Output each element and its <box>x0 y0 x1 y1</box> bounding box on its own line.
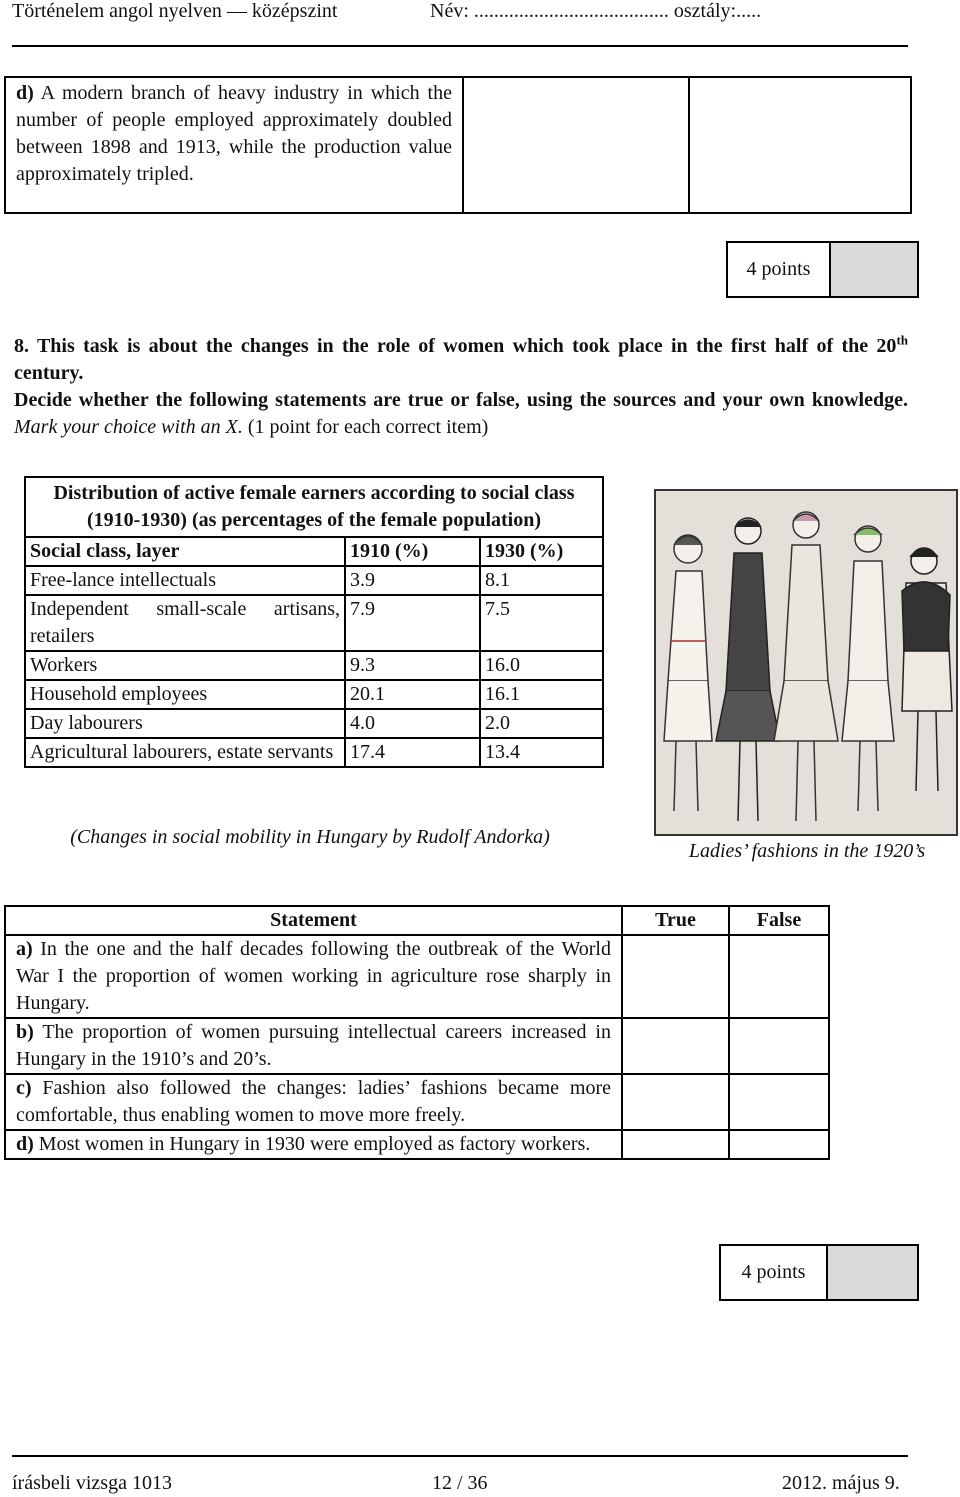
points-score-cell-1[interactable] <box>831 243 917 296</box>
true-cell[interactable] <box>622 935 729 1018</box>
statement-header: Statement <box>5 906 622 935</box>
false-cell[interactable] <box>729 1074 829 1130</box>
fashion-illustration <box>654 489 958 836</box>
points-score-cell-2[interactable] <box>828 1246 917 1299</box>
source-table-title: Distribution of active female earners according to social class (1910-1930) (as percentages of the female population) <box>25 477 603 537</box>
true-cell[interactable] <box>622 1130 729 1159</box>
task-title: 8. This task is about the changes in the role of women which took place in the first half of the 20th century. <box>14 332 908 384</box>
row-1930: 16.0 <box>480 651 603 680</box>
points-box-2 <box>719 1244 919 1301</box>
row-1930: 16.1 <box>480 680 603 709</box>
row-label: Agricultural labourers, estate servants <box>25 738 345 767</box>
row-1910: 4.0 <box>345 709 480 738</box>
table-row <box>25 738 603 767</box>
footer-left: írásbeli vizsga 1013 <box>12 1472 172 1494</box>
header-right: Név: ....................................... osztály:..... <box>430 0 762 22</box>
true-cell[interactable] <box>622 1018 729 1074</box>
top-box-letter: d) <box>16 82 34 104</box>
table-row <box>25 709 603 738</box>
source-caption: (Changes in social mobility in Hungary by Rudolf Andorka) <box>70 826 550 848</box>
table-row <box>25 680 603 709</box>
row-label: Free-lance intellectuals <box>25 566 345 595</box>
source-header-1930: 1930 (%) <box>480 537 603 566</box>
row-label: Independent small-scale artisans, retailers <box>25 595 345 651</box>
false-cell[interactable] <box>729 1018 829 1074</box>
top-box-answer-cell-2[interactable] <box>690 78 910 212</box>
row-1930: 7.5 <box>480 595 603 651</box>
source-table <box>24 476 604 768</box>
statement-row-a <box>5 935 829 1018</box>
row-1930: 8.1 <box>480 566 603 595</box>
header-left: Történelem angol nyelven — középszint <box>12 0 338 22</box>
statement-text: c) Fashion also followed the changes: ladies’ fashions became more comfortable, thus enabling women to move more freely. <box>5 1074 622 1130</box>
footer-rule <box>12 1455 908 1457</box>
true-cell[interactable] <box>622 1074 729 1130</box>
image-caption: Ladies’ fashions in the 1920’s <box>688 840 926 862</box>
points-box-1 <box>726 241 919 298</box>
source-header-class: Social class, layer <box>25 537 345 566</box>
task-instructions <box>14 326 908 441</box>
top-box-text <box>16 80 452 188</box>
fashion-figures-image <box>656 491 956 834</box>
statement-text: b) The proportion of women pursuing intellectual careers increased in Hungary in the 1910’s and 20’s. <box>5 1018 622 1074</box>
false-cell[interactable] <box>729 1130 829 1159</box>
task-decide: Decide whether the following statements are true or false, using the sources and your own knowledge. <box>14 388 908 411</box>
statement-text: d) Most women in Hungary in 1930 were employed as factory workers. <box>5 1130 622 1159</box>
statement-row-d <box>5 1130 829 1159</box>
false-header: False <box>729 906 829 935</box>
points-label-2: 4 points <box>721 1246 828 1299</box>
footer-date: 2012. május 9. <box>782 1472 900 1494</box>
footer-page-number: 12 / 36 <box>432 1472 488 1494</box>
points-label-1: 4 points <box>728 243 831 296</box>
top-answer-box <box>4 76 912 214</box>
statements-table <box>4 905 830 1160</box>
row-1910: 7.9 <box>345 595 480 651</box>
row-1910: 20.1 <box>345 680 480 709</box>
true-header: True <box>622 906 729 935</box>
row-1930: 13.4 <box>480 738 603 767</box>
statement-text: a) In the one and the half decades following the outbreak of the World War I the proportion of women working in agriculture rose sharply in Hungary. <box>5 935 622 1018</box>
table-row <box>25 566 603 595</box>
row-label: Workers <box>25 651 345 680</box>
task-mark: Mark your choice with an X. <box>14 415 243 438</box>
source-header-1910: 1910 (%) <box>345 537 480 566</box>
statement-row-c <box>5 1074 829 1130</box>
table-row <box>25 595 603 651</box>
header-rule <box>12 45 908 47</box>
row-label: Household employees <box>25 680 345 709</box>
top-box-statement: A modern branch of heavy industry in which the number of people employed approximately doubled between 1898 and 1913, while the production value approximately tripled. <box>16 82 452 185</box>
statement-row-b <box>5 1018 829 1074</box>
row-label: Day labourers <box>25 709 345 738</box>
row-1910: 9.3 <box>345 651 480 680</box>
table-row <box>25 651 603 680</box>
false-cell[interactable] <box>729 935 829 1018</box>
row-1910: 3.9 <box>345 566 480 595</box>
row-1930: 2.0 <box>480 709 603 738</box>
top-box-answer-cell[interactable] <box>464 78 688 212</box>
row-1910: 17.4 <box>345 738 480 767</box>
task-points-note: (1 point for each correct item) <box>242 415 489 438</box>
